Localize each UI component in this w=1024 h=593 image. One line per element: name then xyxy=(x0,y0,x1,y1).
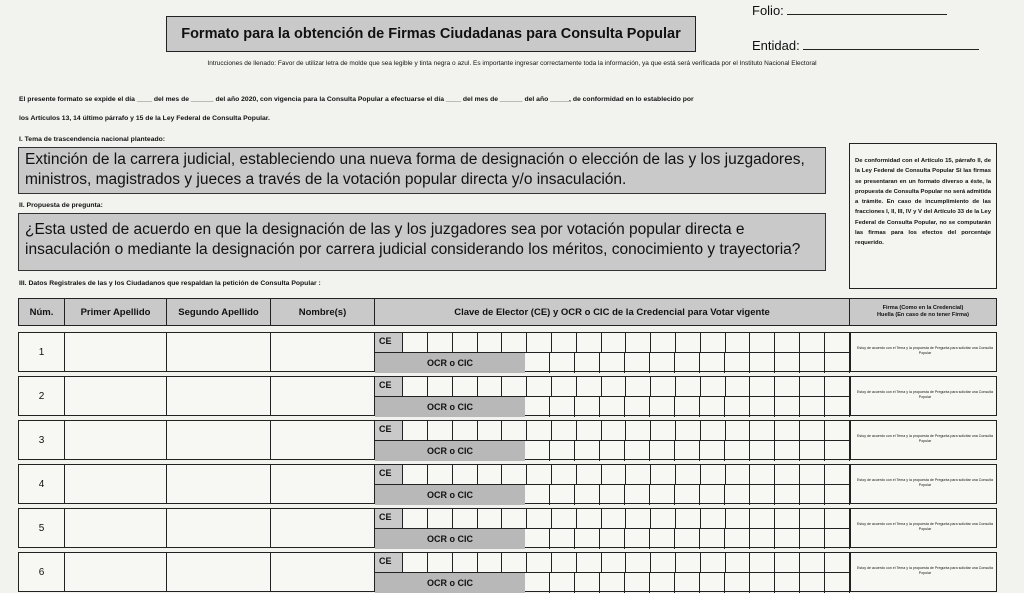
ce-char-box[interactable] xyxy=(775,465,800,485)
ce-char-box[interactable] xyxy=(676,421,701,441)
ocr-char-box[interactable] xyxy=(625,485,650,505)
ocr-char-box[interactable] xyxy=(775,485,800,505)
ocr-char-box[interactable] xyxy=(700,573,725,593)
ce-char-box[interactable] xyxy=(477,553,502,573)
ce-char-box[interactable] xyxy=(453,333,478,353)
ocr-char-box[interactable] xyxy=(825,573,850,593)
ocr-cic-label: OCR o CIC xyxy=(375,353,525,373)
ocr-char-box[interactable] xyxy=(600,573,625,593)
ce-char-box[interactable] xyxy=(800,333,825,353)
ce-char-box[interactable] xyxy=(626,553,651,573)
firma-consent-note: Estoy de acuerdo con el Tema y la propuesta de Pregunta para solicitar una Consulta Popular xyxy=(857,566,993,575)
ocr-char-box[interactable] xyxy=(575,529,600,549)
ce-char-box[interactable] xyxy=(477,377,502,397)
ce-char-box[interactable] xyxy=(453,553,478,573)
ce-char-box[interactable] xyxy=(477,509,502,529)
ce-char-box[interactable] xyxy=(577,553,602,573)
section-2-label: II. Propuesta de pregunta: xyxy=(19,202,103,209)
table-row xyxy=(18,420,997,460)
ocr-char-box[interactable] xyxy=(800,441,825,461)
ocr-char-box[interactable] xyxy=(725,353,750,373)
ce-char-box[interactable] xyxy=(527,465,552,485)
ocr-cic-label: OCR o CIC xyxy=(375,441,525,461)
ce-char-box[interactable] xyxy=(403,377,428,397)
ocr-char-box[interactable] xyxy=(650,529,675,549)
ce-char-box[interactable] xyxy=(453,509,478,529)
ocr-char-box[interactable] xyxy=(575,353,600,373)
col-clave-header: Clave de Elector (CE) y OCR o CIC de la Credencial para Votar vigente xyxy=(375,299,850,325)
legal-side-note: De conformidad con el Artículo 15, párrafo II, de la Ley Federal de Consulta Popular Si las firmas se presentaran en un formato diverso a éste, la propuesta de Consulta Popular no será admitida a trámite. En caso de incumplimiento de las fracciones I, II, III, IV y V del Artículo 33 de la Ley Federal de Consulta Popular, no se computarán las firmas para los efectos del porcentaje requerido. xyxy=(849,143,997,289)
ce-char-box[interactable] xyxy=(577,465,602,485)
firma-divider xyxy=(850,509,851,547)
ocr-char-box[interactable] xyxy=(550,529,575,549)
ce-char-box[interactable] xyxy=(577,421,602,441)
intro-line-1: El presente formato se expide el día ____ del mes de ______ del año 2020, con vigencia para la Consulta Popular a efectuarse el día ____ del mes de ______ del año _____, de conformidad en lo establecido por xyxy=(19,96,694,103)
ce-char-box[interactable] xyxy=(477,421,502,441)
ce-char-box[interactable] xyxy=(626,465,651,485)
ce-char-box[interactable] xyxy=(502,377,527,397)
ocr-char-box[interactable] xyxy=(625,353,650,373)
ocr-char-box[interactable] xyxy=(700,529,725,549)
ce-char-box[interactable] xyxy=(725,421,750,441)
ce-char-box[interactable] xyxy=(725,333,750,353)
row-number: 1 xyxy=(19,333,65,371)
ocr-char-box[interactable] xyxy=(525,441,550,461)
col-primer-apellido-header: Primer Apellido xyxy=(65,299,167,325)
ocr-cic-label: OCR o CIC xyxy=(375,485,525,505)
section-1-label: I. Tema de trascendencia nacional planteado: xyxy=(19,136,166,143)
ce-char-box[interactable] xyxy=(403,421,428,441)
nombres-cell[interactable] xyxy=(271,377,375,415)
ce-char-box[interactable] xyxy=(725,465,750,485)
ocr-char-box[interactable] xyxy=(725,397,750,417)
ocr-char-box[interactable] xyxy=(550,353,575,373)
form-title xyxy=(166,16,696,52)
ce-char-box[interactable] xyxy=(428,465,453,485)
ce-char-box[interactable] xyxy=(651,377,676,397)
ocr-char-box[interactable] xyxy=(750,485,775,505)
ce-char-box[interactable] xyxy=(825,509,850,529)
ocr-char-box[interactable] xyxy=(700,353,725,373)
ocr-char-box[interactable] xyxy=(675,353,700,373)
firma-header-line-2: Huella (En caso de no tener Firma) xyxy=(876,312,969,318)
primer-apellido-cell[interactable] xyxy=(65,509,167,547)
ce-char-box[interactable] xyxy=(428,421,453,441)
ce-char-box[interactable] xyxy=(701,509,726,529)
ocr-char-box[interactable] xyxy=(750,441,775,461)
ce-char-box[interactable] xyxy=(775,421,800,441)
segundo-apellido-cell[interactable] xyxy=(167,465,271,503)
ocr-char-box[interactable] xyxy=(650,441,675,461)
ce-char-box[interactable] xyxy=(651,421,676,441)
ce-char-box[interactable] xyxy=(651,333,676,353)
ce-char-box[interactable] xyxy=(601,333,626,353)
ocr-char-box[interactable] xyxy=(725,485,750,505)
ocr-char-box[interactable] xyxy=(550,573,575,593)
ocr-cic-label: OCR o CIC xyxy=(375,573,525,593)
ocr-char-box[interactable] xyxy=(675,397,700,417)
col-segundo-apellido-header: Segundo Apellido xyxy=(167,299,271,325)
table-row xyxy=(18,552,997,592)
ce-char-box[interactable] xyxy=(428,509,453,529)
nombres-cell[interactable] xyxy=(271,553,375,591)
folio-label: Folio: xyxy=(752,3,784,18)
intro-paragraph xyxy=(19,90,819,128)
ce-label: CE xyxy=(375,377,403,397)
ce-char-box[interactable] xyxy=(502,509,527,529)
ce-char-box[interactable] xyxy=(825,553,850,573)
ce-label: CE xyxy=(375,421,403,441)
ce-char-box[interactable] xyxy=(701,553,726,573)
nombres-cell[interactable] xyxy=(271,509,375,547)
col-firma-header xyxy=(850,299,996,325)
table-row xyxy=(18,508,997,548)
ocr-char-box[interactable] xyxy=(575,441,600,461)
ocr-char-box[interactable] xyxy=(575,397,600,417)
ocr-char-box[interactable] xyxy=(800,353,825,373)
table-row xyxy=(18,332,997,372)
row-number: 6 xyxy=(19,553,65,591)
ce-char-box[interactable] xyxy=(428,553,453,573)
ce-char-box[interactable] xyxy=(601,553,626,573)
segundo-apellido-cell[interactable] xyxy=(167,421,271,459)
ce-char-box[interactable] xyxy=(527,553,552,573)
ce-label: CE xyxy=(375,553,403,573)
ce-char-box[interactable] xyxy=(626,421,651,441)
ce-char-box[interactable] xyxy=(552,333,577,353)
firma-divider xyxy=(850,421,851,459)
segundo-apellido-cell[interactable] xyxy=(167,377,271,415)
ocr-char-box[interactable] xyxy=(700,441,725,461)
ocr-char-box[interactable] xyxy=(825,485,850,505)
ocr-char-box[interactable] xyxy=(700,397,725,417)
ocr-char-box[interactable] xyxy=(800,573,825,593)
form-title-text: Formato para la obtención de Firmas Ciudadanas para Consulta Popular xyxy=(181,26,681,42)
ocr-char-box[interactable] xyxy=(550,485,575,505)
section-1-text: Extinción de la carrera judicial, estableciendo una nueva forma de designación o elección de las y los juzgadores, ministros, magistrados y jueces a través de la votación popular directa y/o insaculación. xyxy=(18,147,826,194)
ocr-char-box[interactable] xyxy=(825,397,850,417)
ocr-char-box[interactable] xyxy=(825,529,850,549)
ocr-char-box[interactable] xyxy=(600,485,625,505)
ce-char-box[interactable] xyxy=(403,333,428,353)
ocr-char-box[interactable] xyxy=(750,397,775,417)
ce-char-box[interactable] xyxy=(477,465,502,485)
table-header xyxy=(18,298,997,326)
ce-char-box[interactable] xyxy=(502,421,527,441)
ocr-char-box[interactable] xyxy=(775,353,800,373)
ce-char-box[interactable] xyxy=(676,333,701,353)
ocr-char-box[interactable] xyxy=(525,397,550,417)
ocr-char-box[interactable] xyxy=(825,353,850,373)
ocr-char-box[interactable] xyxy=(675,529,700,549)
row-number: 2 xyxy=(19,377,65,415)
ce-char-box[interactable] xyxy=(701,465,726,485)
ce-char-box[interactable] xyxy=(601,509,626,529)
ce-char-box[interactable] xyxy=(825,333,850,353)
section-2-text: ¿Esta usted de acuerdo en que la designación de las y los juzgadores sea por votación popular directa e insaculación o mediante la designación por carrera judicial considerando los méritos, conocimiento y trayectoria? xyxy=(18,213,826,271)
ce-char-box[interactable] xyxy=(750,421,775,441)
ce-char-box[interactable] xyxy=(750,333,775,353)
segundo-apellido-cell[interactable] xyxy=(167,509,271,547)
ce-char-box[interactable] xyxy=(601,377,626,397)
ocr-char-box[interactable] xyxy=(600,353,625,373)
ce-char-box[interactable] xyxy=(775,333,800,353)
firma-consent-note: Estoy de acuerdo con el Tema y la propuesta de Pregunta para solicitar una Consulta Popular xyxy=(857,522,993,531)
ocr-char-box[interactable] xyxy=(650,353,675,373)
ce-char-box[interactable] xyxy=(750,465,775,485)
ce-char-box[interactable] xyxy=(800,553,825,573)
ce-char-box[interactable] xyxy=(403,465,428,485)
firma-consent-note: Estoy de acuerdo con el Tema y la propuesta de Pregunta para solicitar una Consulta Popular xyxy=(857,390,993,399)
ce-char-box[interactable] xyxy=(725,553,750,573)
table-row xyxy=(18,464,997,504)
ocr-char-box[interactable] xyxy=(625,529,650,549)
ce-char-box[interactable] xyxy=(800,377,825,397)
ocr-char-box[interactable] xyxy=(575,573,600,593)
ce-char-box[interactable] xyxy=(527,421,552,441)
nombres-cell[interactable] xyxy=(271,333,375,371)
primer-apellido-cell[interactable] xyxy=(65,465,167,503)
firma-divider xyxy=(850,465,851,503)
ocr-char-box[interactable] xyxy=(800,485,825,505)
ocr-char-box[interactable] xyxy=(750,573,775,593)
ocr-char-box[interactable] xyxy=(750,529,775,549)
ocr-char-box[interactable] xyxy=(825,441,850,461)
ce-char-box[interactable] xyxy=(453,421,478,441)
col-num-header: Núm. xyxy=(19,299,65,325)
ocr-char-box[interactable] xyxy=(800,529,825,549)
ocr-char-box[interactable] xyxy=(725,529,750,549)
ce-char-box[interactable] xyxy=(676,509,701,529)
ce-char-box[interactable] xyxy=(527,509,552,529)
ocr-char-box[interactable] xyxy=(600,529,625,549)
ocr-char-box[interactable] xyxy=(675,573,700,593)
firma-consent-note: Estoy de acuerdo con el Tema y la propuesta de Pregunta para solicitar una Consulta Popular xyxy=(857,478,993,487)
ocr-char-box[interactable] xyxy=(600,441,625,461)
ce-char-box[interactable] xyxy=(577,377,602,397)
ocr-char-box[interactable] xyxy=(625,573,650,593)
ce-char-box[interactable] xyxy=(725,509,750,529)
ce-char-box[interactable] xyxy=(428,377,453,397)
ocr-char-box[interactable] xyxy=(650,397,675,417)
primer-apellido-cell[interactable] xyxy=(65,377,167,415)
folio-field[interactable] xyxy=(752,2,947,18)
ce-char-box[interactable] xyxy=(527,377,552,397)
ce-char-box[interactable] xyxy=(601,465,626,485)
ocr-char-box[interactable] xyxy=(525,529,550,549)
ce-label: CE xyxy=(375,509,403,529)
ocr-char-box[interactable] xyxy=(525,353,550,373)
ce-char-box[interactable] xyxy=(651,509,676,529)
instructions: Intrucciones de llenado: Favor de utilizar letra de molde que sea legible y tinta negra o azul. Es importante ingresar correctamente toda la información, ya que está será verificada por el Instituto Nacional Electoral xyxy=(207,60,817,67)
ce-char-box[interactable] xyxy=(626,333,651,353)
nombres-cell[interactable] xyxy=(271,465,375,503)
primer-apellido-cell[interactable] xyxy=(65,421,167,459)
ocr-char-box[interactable] xyxy=(725,441,750,461)
col-nombres-header: Nombre(s) xyxy=(271,299,375,325)
ce-char-box[interactable] xyxy=(552,553,577,573)
ocr-char-box[interactable] xyxy=(675,441,700,461)
ce-char-box[interactable] xyxy=(775,509,800,529)
ce-char-box[interactable] xyxy=(825,377,850,397)
firma-consent-note: Estoy de acuerdo con el Tema y la propuesta de Pregunta para solicitar una Consulta Popular xyxy=(857,434,993,443)
section-3-label: III. Datos Registrales de las y los Ciudadanos que respaldan la petición de Consulta Popular : xyxy=(19,280,321,287)
ce-char-box[interactable] xyxy=(577,509,602,529)
ce-char-box[interactable] xyxy=(577,333,602,353)
firma-divider xyxy=(850,333,851,371)
ocr-char-box[interactable] xyxy=(675,485,700,505)
ce-char-box[interactable] xyxy=(502,465,527,485)
segundo-apellido-cell[interactable] xyxy=(167,553,271,591)
firma-consent-note: Estoy de acuerdo con el Tema y la propuesta de Pregunta para solicitar una Consulta Popular xyxy=(857,346,993,355)
firma-divider xyxy=(850,377,851,415)
ocr-char-box[interactable] xyxy=(575,485,600,505)
ocr-char-box[interactable] xyxy=(775,441,800,461)
ce-char-box[interactable] xyxy=(552,421,577,441)
primer-apellido-cell[interactable] xyxy=(65,553,167,591)
ocr-char-box[interactable] xyxy=(750,353,775,373)
ce-char-box[interactable] xyxy=(502,333,527,353)
ce-char-box[interactable] xyxy=(750,509,775,529)
ce-char-box[interactable] xyxy=(800,421,825,441)
ce-char-box[interactable] xyxy=(825,465,850,485)
ce-char-box[interactable] xyxy=(701,377,726,397)
ocr-char-box[interactable] xyxy=(600,397,625,417)
ce-char-box[interactable] xyxy=(701,421,726,441)
ce-char-box[interactable] xyxy=(428,333,453,353)
ce-char-box[interactable] xyxy=(651,553,676,573)
ocr-cic-label: OCR o CIC xyxy=(375,529,525,549)
entidad-field[interactable] xyxy=(752,37,979,53)
entidad-line[interactable] xyxy=(803,37,979,50)
ce-char-box[interactable] xyxy=(477,333,502,353)
ocr-char-box[interactable] xyxy=(625,397,650,417)
folio-line[interactable] xyxy=(787,2,947,15)
ce-label: CE xyxy=(375,465,403,485)
ce-char-box[interactable] xyxy=(725,377,750,397)
ce-char-box[interactable] xyxy=(502,553,527,573)
row-number: 5 xyxy=(19,509,65,547)
ocr-char-box[interactable] xyxy=(725,573,750,593)
ce-label: CE xyxy=(375,333,403,353)
ce-char-box[interactable] xyxy=(453,377,478,397)
ocr-char-box[interactable] xyxy=(700,485,725,505)
ce-char-box[interactable] xyxy=(403,553,428,573)
ce-char-box[interactable] xyxy=(750,377,775,397)
row-number: 3 xyxy=(19,421,65,459)
ce-char-box[interactable] xyxy=(676,377,701,397)
ocr-char-box[interactable] xyxy=(775,573,800,593)
ce-char-box[interactable] xyxy=(552,509,577,529)
ce-char-box[interactable] xyxy=(825,421,850,441)
ocr-char-box[interactable] xyxy=(550,441,575,461)
ocr-char-box[interactable] xyxy=(775,397,800,417)
ocr-cic-label: OCR o CIC xyxy=(375,397,525,417)
primer-apellido-cell[interactable] xyxy=(65,333,167,371)
ocr-char-box[interactable] xyxy=(525,573,550,593)
ce-char-box[interactable] xyxy=(750,553,775,573)
ce-char-box[interactable] xyxy=(527,333,552,353)
ce-char-box[interactable] xyxy=(701,333,726,353)
segundo-apellido-cell[interactable] xyxy=(167,333,271,371)
row-number: 4 xyxy=(19,465,65,503)
firma-divider xyxy=(850,553,851,591)
ce-char-box[interactable] xyxy=(626,377,651,397)
intro-line-2: los Artículos 13, 14 último párrafo y 15 de la Ley Federal de Consulta Popular. xyxy=(19,115,270,122)
ocr-char-box[interactable] xyxy=(625,441,650,461)
ce-char-box[interactable] xyxy=(775,553,800,573)
ce-char-box[interactable] xyxy=(626,509,651,529)
ce-char-box[interactable] xyxy=(800,465,825,485)
ocr-char-box[interactable] xyxy=(650,573,675,593)
entidad-label: Entidad: xyxy=(752,38,800,53)
table-row xyxy=(18,376,997,416)
ce-char-box[interactable] xyxy=(800,509,825,529)
ce-char-box[interactable] xyxy=(676,553,701,573)
ocr-char-box[interactable] xyxy=(800,397,825,417)
ce-char-box[interactable] xyxy=(552,465,577,485)
nombres-cell[interactable] xyxy=(271,421,375,459)
ocr-char-box[interactable] xyxy=(525,485,550,505)
ocr-char-box[interactable] xyxy=(650,485,675,505)
ocr-char-box[interactable] xyxy=(775,529,800,549)
ce-char-box[interactable] xyxy=(552,377,577,397)
ce-char-box[interactable] xyxy=(651,465,676,485)
ce-char-box[interactable] xyxy=(775,377,800,397)
ocr-char-box[interactable] xyxy=(550,397,575,417)
ce-char-box[interactable] xyxy=(453,465,478,485)
ce-char-box[interactable] xyxy=(601,421,626,441)
firma-header-line-1: Firma (Como en la Credencial) xyxy=(882,305,964,311)
ce-char-box[interactable] xyxy=(676,465,701,485)
ce-char-box[interactable] xyxy=(403,509,428,529)
